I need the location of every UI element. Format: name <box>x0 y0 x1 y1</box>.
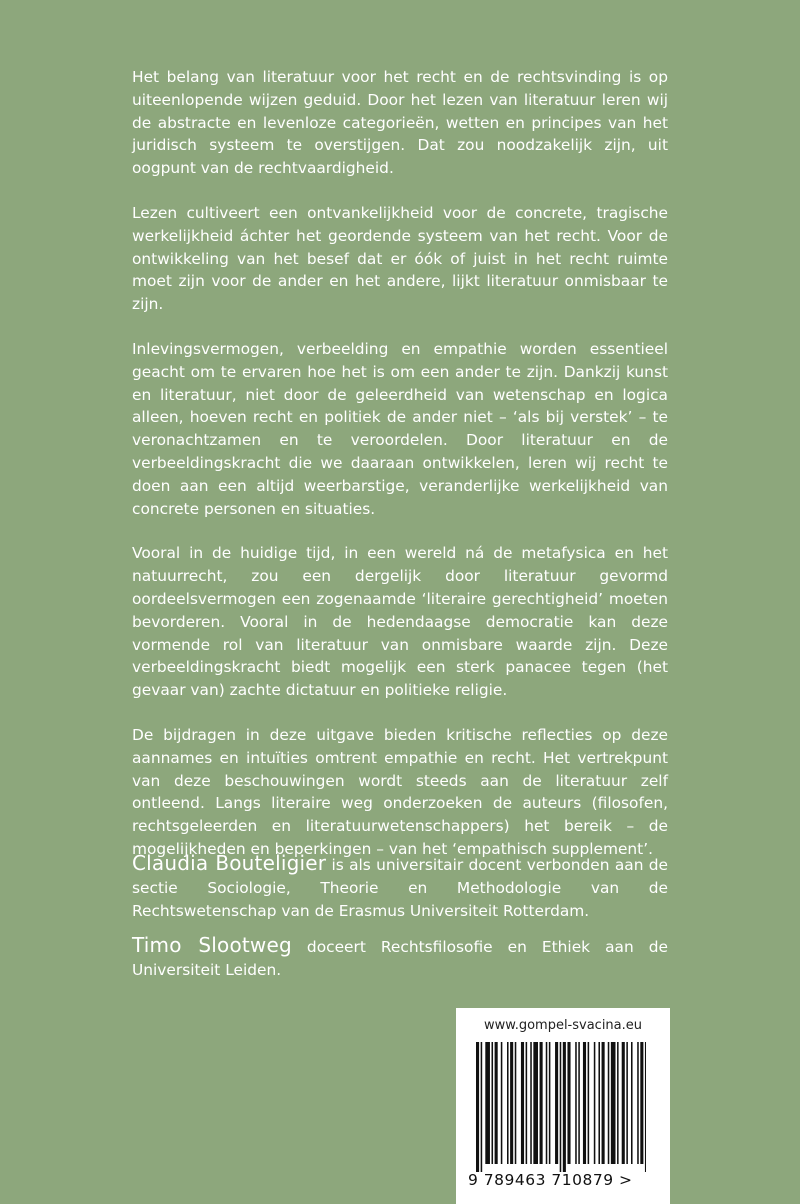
barcode-bar <box>575 1042 577 1164</box>
barcode-bar <box>560 1042 562 1172</box>
blurb-paragraph-3: Inlevingsvermogen, verbeelding en empathie worden essentieel geacht om te ervaren hoe het is om een ander te zijn. Dankzij kunst en literatuur, niet door de geleerdheid van wetenschap en logica alleen, hoeven recht en politiek de ander niet – ‘als bij verstek’ – te veronachtzamen en te veroordelen. Door literatuur en de verbeeldingskracht die we daaraan ontwikkelen, leren wij recht te doen aan een altijd weerbarstige, veranderlijke werkelijkheid van concrete personen en situaties. <box>132 339 668 518</box>
blurb-paragraph-4: Vooral in de huidige tijd, in een wereld ná de metafysica en het natuurrecht, zou een dergelijk door literatuur gevormd oordeelsvermogen een zogenaamde ‘literaire gerechtigheid’ moeten bevorderen. Vooral in de hedendaagse democratie kan deze vormende rol van literatuur van onmisbare waarde zijn. Deze verbeeldingskracht biedt mogelijk een sterk panacee tegen (het gevaar van) zachte dictatuur en politieke religie. <box>132 544 668 700</box>
author-description: is als universitair docent verbonden aan de sectie Sociologie, Theorie en Methodologie van de Rechtswetenschap van de Erasmus Universiteit Rotterdam. <box>132 856 668 920</box>
barcode-bar <box>476 1042 479 1172</box>
blurb-paragraph-1: Het belang van literatuur voor het recht en de rechtsvinding is op uiteenlopende wijzen geduid. Door het lezen van literatuur leren wij de abstracte en levenloze categorieën, wetten en principes van het juridisch systeem te overstijgen. Dat zou noodzakelijk zijn, uit oogpunt van de rechtvaardigheid. <box>132 68 668 178</box>
barcode-bar <box>611 1042 616 1164</box>
author-bio-2 <box>132 934 668 982</box>
blurb-paragraph-2: Lezen cultiveert een ontvankelijkheid voor de concrete, tragische werkelijkheid áchter het geordende systeem van het recht. Voor de ontwikkeling van het besef dat er óók of juist in het recht ruimte moet zijn voor de ander en het andere, lijkt literatuur onmisbaar te zijn. <box>132 203 668 314</box>
barcode-bar <box>583 1042 586 1164</box>
isbn-number: 9 789463 710879 > <box>468 1171 633 1189</box>
blurb-paragraph-5: De bijdragen in deze uitgave bieden kritische reflecties op deze aannames en intuïties omtrent empathie en recht. Het vertrekpunt van deze beschouwingen wordt steeds aan de literatuur zelf ontleend. Langs literaire weg onderzoeken de auteurs (filosofen, rechtsgeleerden en literatuurwetenschappers) het bereik – de mogelijkheden en beperkingen – van het ‘empathisch supplement’. <box>132 725 668 858</box>
barcode-bar <box>608 1042 610 1164</box>
author-name: Claudia Bouteligier <box>132 851 327 875</box>
barcode-bar <box>495 1042 498 1164</box>
barcode-bar <box>637 1042 639 1164</box>
barcode-bar <box>526 1042 528 1164</box>
barcode-bar <box>617 1042 619 1164</box>
barcode-bar <box>645 1042 646 1172</box>
author-name: Timo Slootweg <box>132 933 292 958</box>
barcode-bar <box>485 1042 490 1164</box>
barcode-bar <box>588 1042 590 1164</box>
barcode-bar <box>602 1042 605 1164</box>
barcode-bar <box>501 1042 503 1164</box>
publisher-url: www.gompel-svacina.eu <box>483 1018 643 1033</box>
barcode-bar <box>546 1042 548 1164</box>
barcode-bar <box>540 1042 543 1164</box>
barcode-bar <box>521 1042 524 1164</box>
barcode-bar <box>515 1042 517 1164</box>
barcode-bar <box>549 1042 551 1164</box>
barcode-bar <box>598 1042 600 1164</box>
barcode-bar <box>622 1042 625 1164</box>
barcode-bar <box>507 1042 509 1164</box>
barcode-bar <box>567 1042 570 1164</box>
barcode-bar <box>481 1042 483 1172</box>
author-description: doceert Rechtsfilosofie en Ethiek aan de Universiteit Leiden. <box>132 938 668 980</box>
author-bio-1 <box>132 852 668 922</box>
barcode-bar <box>510 1042 513 1164</box>
barcode <box>476 1042 646 1172</box>
barcode-bar <box>555 1042 558 1164</box>
barcode-panel <box>456 1008 670 1204</box>
barcode-bar <box>530 1042 532 1164</box>
barcode-bar <box>563 1042 566 1172</box>
barcode-bar <box>594 1042 596 1164</box>
barcode-bar <box>631 1042 633 1164</box>
barcode-bar <box>492 1042 494 1164</box>
barcode-bar <box>626 1042 628 1164</box>
author-bios <box>132 852 668 994</box>
barcode-bar <box>533 1042 538 1164</box>
barcode-bar <box>578 1042 580 1164</box>
back-cover-blurb <box>132 66 668 883</box>
barcode-bar <box>640 1042 643 1164</box>
